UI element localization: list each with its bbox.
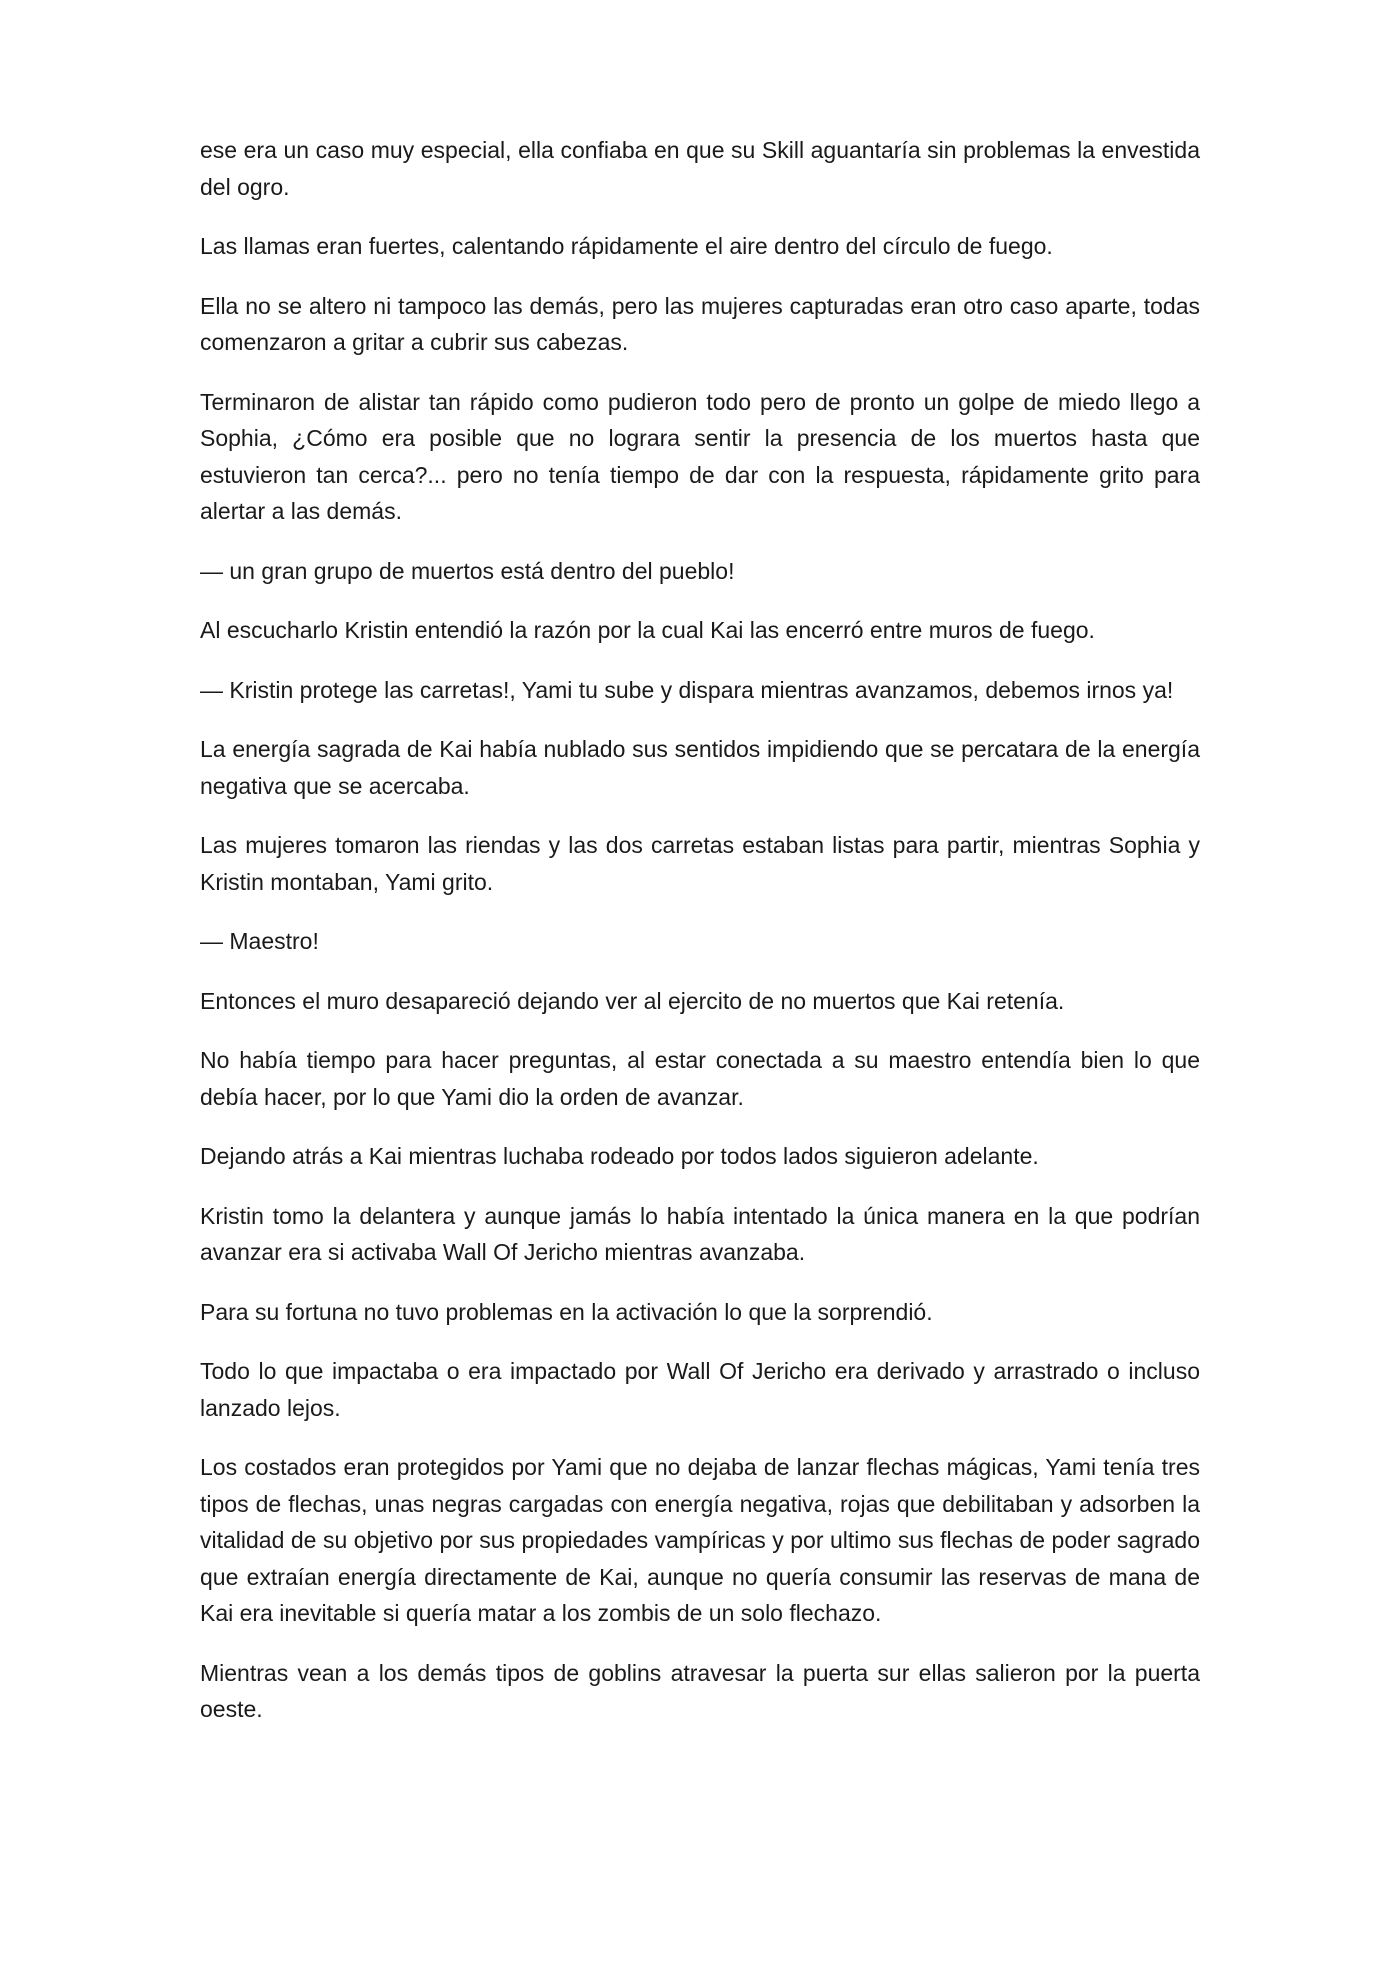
paragraph: Las llamas eran fuertes, calentando rápidamente el aire dentro del círculo de fuego. bbox=[200, 233, 1053, 259]
paragraph: Al escucharlo Kristin entendió la razón por la cual Kai las encerró entre muros de fuego. bbox=[200, 617, 1095, 643]
paragraph: Terminaron de alistar tan rápido como pudieron todo pero de pronto un golpe de miedo llego a Sophia, ¿Cómo era posible que no lograra sentir la presencia de los muertos hasta que estuvieron tan cerca?... pero no tenía tiempo de dar con la respuesta, rápidamente grito para alertar a las demás. bbox=[200, 388, 1200, 524]
paragraph: Para su fortuna no tuvo problemas en la activación lo que la sorprendió. bbox=[200, 1298, 933, 1325]
paragraph: Ella no se altero ni tampoco las demás, pero las mujeres capturadas eran otro caso aparte, todas comenzaron a gritar a cubrir sus cabezas. bbox=[200, 292, 1200, 355]
paragraph: Las mujeres tomaron las riendas y las dos carretas estaban listas para partir, mientras Sophia y Kristin montaban, Yami grito. bbox=[200, 832, 1200, 895]
paragraph: Todo lo que impactaba o era impactado por Wall Of Jericho era derivado y arrastrado o incluso lanzado lejos. bbox=[200, 1358, 1200, 1421]
paragraph: Entonces el muro desapareció dejando ver al ejercito de no muertos que Kai retenía. bbox=[200, 987, 1065, 1014]
dialogue-line: — un gran grupo de muertos está dentro del pueblo! bbox=[200, 557, 735, 584]
paragraph: No había tiempo para hacer preguntas, al estar conectada a su maestro entendía bien lo que debía hacer, por lo que Yami dio la orden de avanzar. bbox=[200, 1047, 1200, 1110]
paragraph: Los costados eran protegidos por Yami que no dejaba de lanzar flechas mágicas, Yami tenía tres tipos de flechas, unas negras cargadas con energía negativa, rojas que debilitaban y adsorben la vitalidad de su objetivo por sus propiedades vampíricas y por ultimo sus flechas de poder sagrado que extraían energía directamente de Kai, aunque no quería consumir las reservas de mana de Kai era inevitable si quería matar a los zombis de un solo flechazo. bbox=[200, 1454, 1200, 1626]
paragraph: Dejando atrás a Kai mientras luchaba rodeado por todos lados siguieron adelante. bbox=[200, 1143, 1039, 1169]
paragraph: Kristin tomo la delantera y aunque jamás lo había intentado la única manera en la que podrían avanzar era si activaba Wall Of Jericho mientras avanzaba. bbox=[200, 1202, 1200, 1265]
dialogue-line: — Maestro! bbox=[200, 928, 319, 954]
paragraph: ese era un caso muy especial, ella confiaba en que su Skill aguantaría sin problemas la envestida del ogro. bbox=[200, 137, 1200, 200]
dialogue-line: — Kristin protege las carretas!, Yami tu sube y dispara mientras avanzamos, debemos irnos ya! bbox=[200, 676, 1174, 703]
paragraph: Mientras vean a los demás tipos de goblins atravesar la puerta sur ellas salieron por la puerta oeste. bbox=[200, 1659, 1200, 1722]
paragraph: La energía sagrada de Kai había nublado sus sentidos impidiendo que se percatara de la energía negativa que se acercaba. bbox=[200, 736, 1200, 799]
page-body bbox=[200, 132, 1200, 1751]
